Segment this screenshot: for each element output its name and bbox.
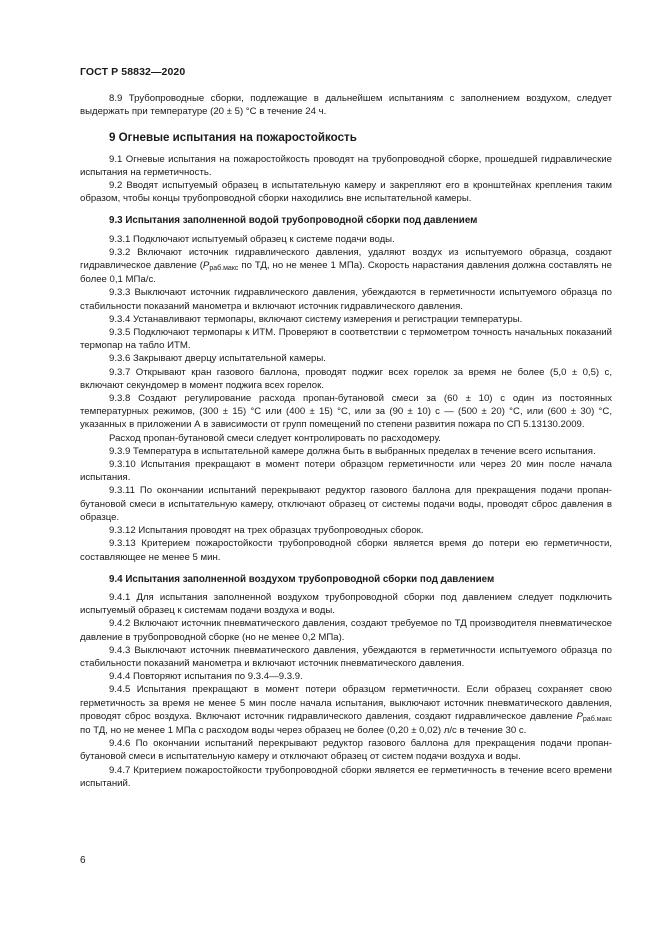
- paragraph-9-4-6: 9.4.6 По окончании испытаний перекрывают редуктор газового баллона для прекращения подачи пропан-бутановой смеси в испытательную камеру и отключают образец от систем подачи воздуха и воды.: [80, 738, 612, 763]
- paragraph-9-3-8-note: Расход пропан-бутановой смеси следует контролировать по расходомеру.: [109, 432, 441, 444]
- section-9-4-title: 9.4 Испытания заполненной воздухом трубопроводной сборки под давлением: [109, 573, 495, 585]
- paragraph-9-4-5-text-b: по ТД, но не менее 1 МПа с расходом воды через образец не более (0,20 ± 0,02) л/с в течение 30 с.: [80, 724, 527, 736]
- paragraph-9-3-6: 9.3.6 Закрывают дверцу испытательной камеры.: [109, 353, 326, 365]
- paragraph-9-3-2: [80, 246, 612, 287]
- paragraph-9-4-1: 9.4.1 Для испытания заполненной воздухом трубопроводной сборки под давлением следует подключить испытуемый образец к системам подачи воздуха и воды.: [80, 591, 612, 617]
- paragraph-9-3-11: 9.3.11 По окончании испытаний перекрывают редуктор газового баллона для прекращения подачи пропан-бутановой смеси в испытательную камеру, отключают образец от системы подачи воды, проводят сброс давления в образце.: [80, 485, 612, 523]
- paragraph-9-3-8: 9.3.8 Создают регулирование расхода пропан-бутановой смеси за (60 ± 10) с один из постоянных температурных режимов, (300 ± 15) °С или (400 ± 15) °С, или за (90 ± 10) с — (500 ± 20) °С, или (600 ± 30) °С, указанных в приложении А в зависимости от групп помещений по степени развития пожара по СП 5.13130.2009.: [80, 393, 612, 431]
- paragraph-9-4-5: [80, 683, 612, 737]
- paragraph-9-3-4: 9.3.4 Устанавливают термопары, включают систему измерения и регистрации температуры.: [109, 313, 523, 325]
- pressure-subscript: раб.макс: [582, 715, 612, 723]
- pressure-symbol: P: [576, 710, 583, 722]
- pressure-subscript: раб.макс: [209, 265, 239, 273]
- paragraph-9-4-3: 9.4.3 Выключают источник пневматического давления, убеждаются в герметичности испытуемого образца по стабильности показаний манометра и включают источник пневматического давления.: [80, 644, 612, 669]
- paragraph-9-4-2: 9.4.2 Включают источник пневматического давления, создают требуемое по ТД производителя пневматическое давление в трубопроводной сборке (но не менее 0,2 МПа).: [80, 618, 612, 643]
- page-number: 6: [80, 855, 86, 866]
- paragraph-9-3-3: 9.3.3 Выключают источник гидравлического давления, убеждаются в герметичности испытуемого образца по стабильности показаний манометра и включают источник гидравлического давления.: [80, 287, 612, 312]
- paragraph-9-3-5: 9.3.5 Подключают термопары к ИТМ. Проверяют в соответствии с термометром точность начальных показаний термопар на табло ИТМ.: [80, 327, 612, 352]
- paragraph-9-4-5-text-a: 9.4.5 Испытания прекращают в момент потери образцом герметичности. Если образец сохраняет свою герметичность за время не менее 5 мин после начала испытания, выключают источник пневматического давления, проводят сброс воздуха. Включают источник гидравлического давления, создают гидравлическое давление: [80, 684, 612, 722]
- section-9-3-title: 9.3 Испытания заполненной водой трубопроводной сборки под давлением: [109, 215, 478, 227]
- paragraph-9-3-2-text-b: по ТД, но не менее 1 МПа). Скорость нарастания давления должна составлять не более 0,1 МПа/с.: [80, 260, 612, 286]
- paragraph-9-3-13: 9.3.13 Критерием пожаростойкости трубопроводной сборки является время до потери ею герметичности, составляющее не менее 5 мин.: [80, 538, 612, 563]
- paragraph-9-1: 9.1 Огневые испытания на пожаростойкость проводят на трубопроводной сборке, прошедшей гидравлические испытания на герметичность.: [80, 153, 612, 178]
- document-body: [80, 92, 612, 790]
- pressure-symbol: P: [202, 260, 210, 272]
- document-code: ГОСТ Р 58832—2020: [80, 66, 186, 78]
- paragraph-8-9: 8.9 Трубопроводные сборки, подлежащие в дальнейшем испытаниям с заполнением воздухом, следует выдержать при температуре (20 ± 5) °С в течение 24 ч.: [80, 93, 612, 118]
- paragraph-9-3-10: 9.3.10 Испытания прекращают в момент потери образцом герметичности или через 20 мин после начала испытания.: [80, 459, 612, 484]
- paragraph-9-3-9: 9.3.9 Температура в испытательной камере должна быть в выбранных пределах в течение всего испытания.: [109, 445, 596, 457]
- paragraph-9-4-4: 9.4.4 Повторяют испытания по 9.3.4—9.3.9.: [109, 671, 303, 683]
- paragraph-9-3-1: 9.3.1 Подключают испытуемый образец к системе подачи воды.: [109, 233, 395, 245]
- paragraph-9-3-12: 9.3.12 Испытания проводят на трех образцах трубопроводных сборок.: [109, 525, 424, 537]
- paragraph-9-4-7: 9.4.7 Критерием пожаростойкости трубопроводной сборки является ее герметичность в течение всего времени испытаний.: [80, 764, 612, 789]
- section-9-title: 9 Огневые испытания на пожаростойкость: [109, 131, 357, 145]
- paragraph-9-3-7: 9.3.7 Открывают кран газового баллона, проводят поджиг всех горелок за время не более (5,0 ± 0,5) с, включают секундомер в момент поджига всех горелок.: [80, 366, 612, 391]
- paragraph-9-2: 9.2 Вводят испытуемый образец в испытательную камеру и закрепляют его в кронштейнах крепления таким образом, чтобы концы трубопроводной сборки находились вне испытательной камеры.: [80, 180, 612, 205]
- paragraph-9-3-2-text-a: 9.3.2 Включают источник гидравлического давления, удаляют воздух из испытуемого образца, создают гидравлическое давление (: [80, 246, 612, 272]
